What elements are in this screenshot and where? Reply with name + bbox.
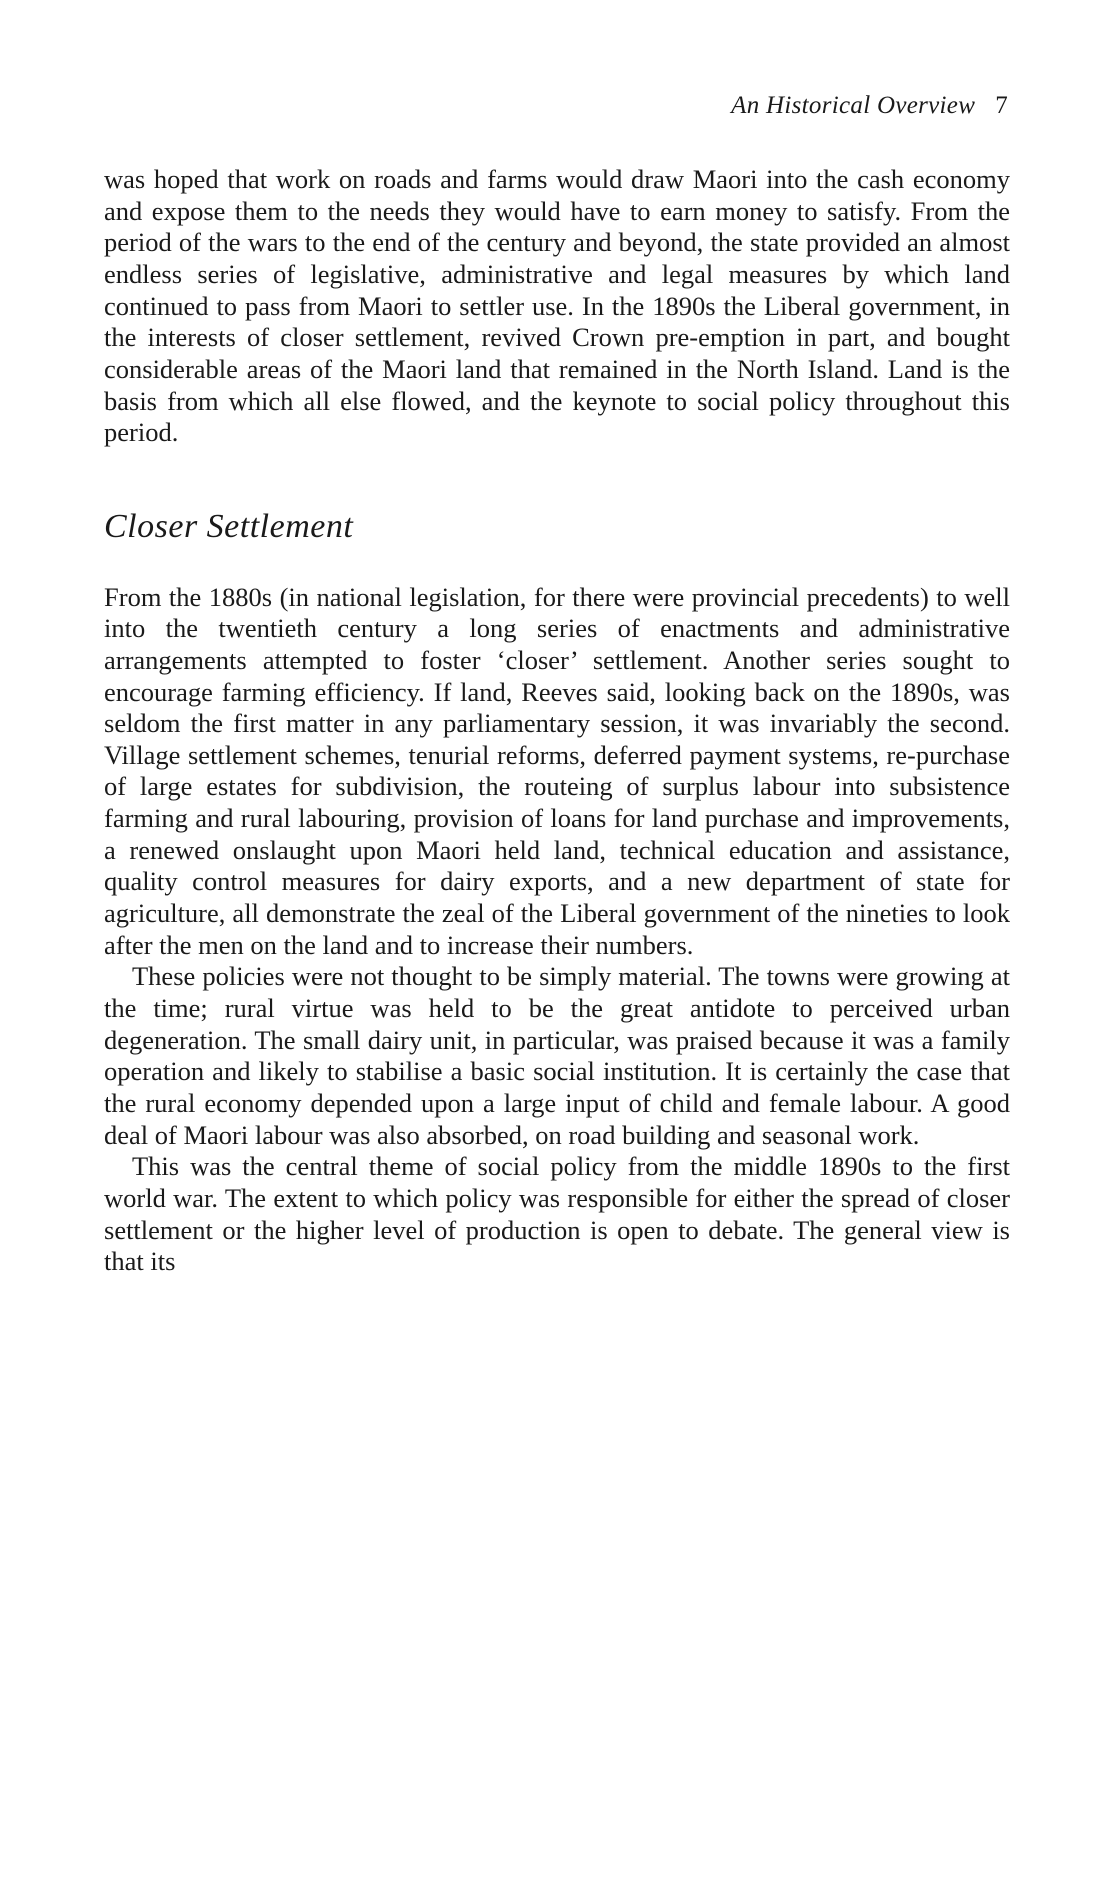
paragraph-central-theme: This was the central theme of social policy from the middle 1890s to the first world war. The extent to which policy was responsible for either the spread of closer settlement or the higher level of production is open to debate. The general view is that its (104, 1151, 1010, 1277)
paragraph-policies-material: These policies were not thought to be simply material. The towns were growing at the time; rural virtue was held to be the great antidote to perceived urban degeneration. The small dairy unit, in particular, was praised because it was a family operation and likely to stabilise a basic social institution. It is certainly the case that the rural economy depended upon a large input of child and female labour. A good deal of Maori labour was also absorbed, on road building and seasonal work. (104, 961, 1010, 1150)
paragraph-continuation: was hoped that work on roads and farms would draw Maori into the cash economy and expose them to the needs they would have to earn money to satisfy. From the period of the wars to the end of the century and beyond, the state provided an almost endless series of legislative, administrative and legal measures by which land continued to pass from Maori to settler use. In the 1890s the Liberal government, in the interests of closer settlement, revived Crown pre-emption in part, and bought considerable areas of the Maori land that remained in the North Island. Land is the basis from which all else flowed, and the keynote to social policy throughout this period. (104, 164, 1010, 448)
paragraph-closer-settlement-intro: From the 1880s (in national legislation, for there were provincial precedents) to well into the twentieth century a long series of enactments and administrative arrangements attempted to foster ‘closer’ settlement. Another series sought to encourage farming efficiency. If land, Reeves said, looking back on the 1890s, was seldom the first matter in any parliamentary session, it was invariably the second. Village settlement schemes, tenurial reforms, deferred payment systems, re-purchase of large estates for subdivision, the routeing of surplus labour into subsistence farming and rural labouring, provision of loans for land purchase and improvements, a renewed onslaught upon Maori held land, technical education and assistance, quality control measures for dairy exports, and a new department of state for agriculture, all demonstrate the zeal of the Liberal government of the nineties to look after the men on the land and to increase their numbers. (104, 581, 1010, 960)
page-body (104, 164, 1010, 1278)
page-number: 7 (995, 92, 1008, 119)
running-head (104, 92, 1010, 120)
section-heading: Closer Settlement (104, 507, 354, 545)
running-head-title: An Historical Overview (731, 92, 976, 119)
